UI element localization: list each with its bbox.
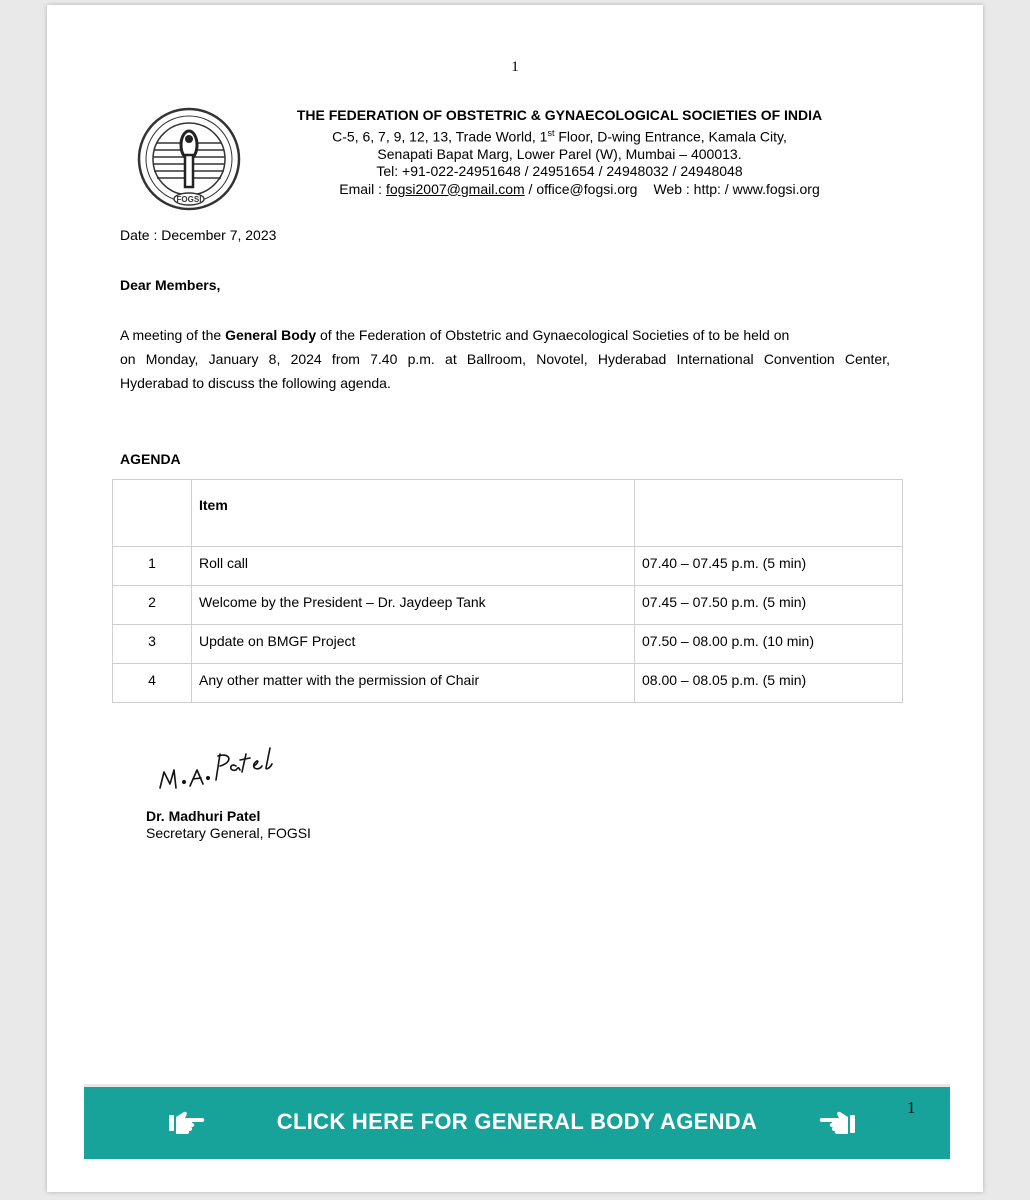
- address-line-2: Senapati Bapat Marg, Lower Parel (W), Mumbai – 400013.: [377, 145, 742, 162]
- hand-pointing-right-icon: [818, 1109, 856, 1135]
- document-page: [47, 5, 983, 1192]
- fogsi-logo: [133, 105, 245, 213]
- contact-line: Email : fogsi2007@gmail.com / office@fogsi.org Web : http: / www.fogsi.org: [339, 180, 820, 197]
- address-line-1: C-5, 6, 7, 9, 12, 13, Trade World, 1st Floor, D-wing Entrance, Kamala City,: [332, 127, 787, 145]
- letter-date: Date : December 7, 2023: [120, 227, 277, 243]
- agenda-heading: AGENDA: [120, 451, 181, 467]
- signatory-name: Dr. Madhuri Patel: [146, 808, 261, 824]
- table-header-row: [113, 480, 903, 547]
- website: Web : http: / www.fogsi.org: [653, 180, 820, 197]
- general-body-agenda-banner-button[interactable]: [84, 1084, 950, 1159]
- page-number-top: 1: [511, 59, 519, 75]
- email-link[interactable]: fogsi2007@gmail.com: [385, 180, 525, 197]
- banner-label: CLICK HERE FOR GENERAL BODY AGENDA: [276, 1109, 758, 1134]
- salutation: Dear Members,: [120, 277, 221, 293]
- letterhead: [267, 107, 852, 198]
- handwritten-signature: [150, 740, 285, 800]
- table-row: 2 Welcome by the President – Dr. Jaydeep Tank 07.45 – 07.50 p.m. (5 min): [113, 586, 903, 625]
- meeting-paragraph: A meeting of the General Body of the Federation of Obstetric and Gynaecological Societies of to be held on on Monday, January 8, 2024 from 7.40 p.m. at Ballroom, Novotel, Hyderabad International Convention Center, Hyderabad to discuss the following agenda.: [120, 327, 890, 391]
- signatory-title: Secretary General, FOGSI: [146, 825, 311, 841]
- telephone-line: Tel: +91-022-24951648 / 24951654 / 24948032 / 24948048: [376, 163, 743, 180]
- table-row: 3 Update on BMGF Project 07.50 – 08.00 p.m. (10 min): [113, 625, 903, 664]
- svg-text:FOGSI: FOGSI: [176, 195, 202, 204]
- header-item: Item: [192, 480, 635, 547]
- agenda-table: [112, 479, 903, 703]
- page-number-bottom: 1: [907, 1098, 916, 1117]
- organization-name: THE FEDERATION OF OBSTETRIC & GYNAECOLOGICAL SOCIETIES OF INDIA: [296, 107, 823, 123]
- table-row: 1 Roll call 07.40 – 07.45 p.m. (5 min): [113, 547, 903, 586]
- table-row: 4 Any other matter with the permission of Chair 08.00 – 08.05 p.m. (5 min): [113, 664, 903, 703]
